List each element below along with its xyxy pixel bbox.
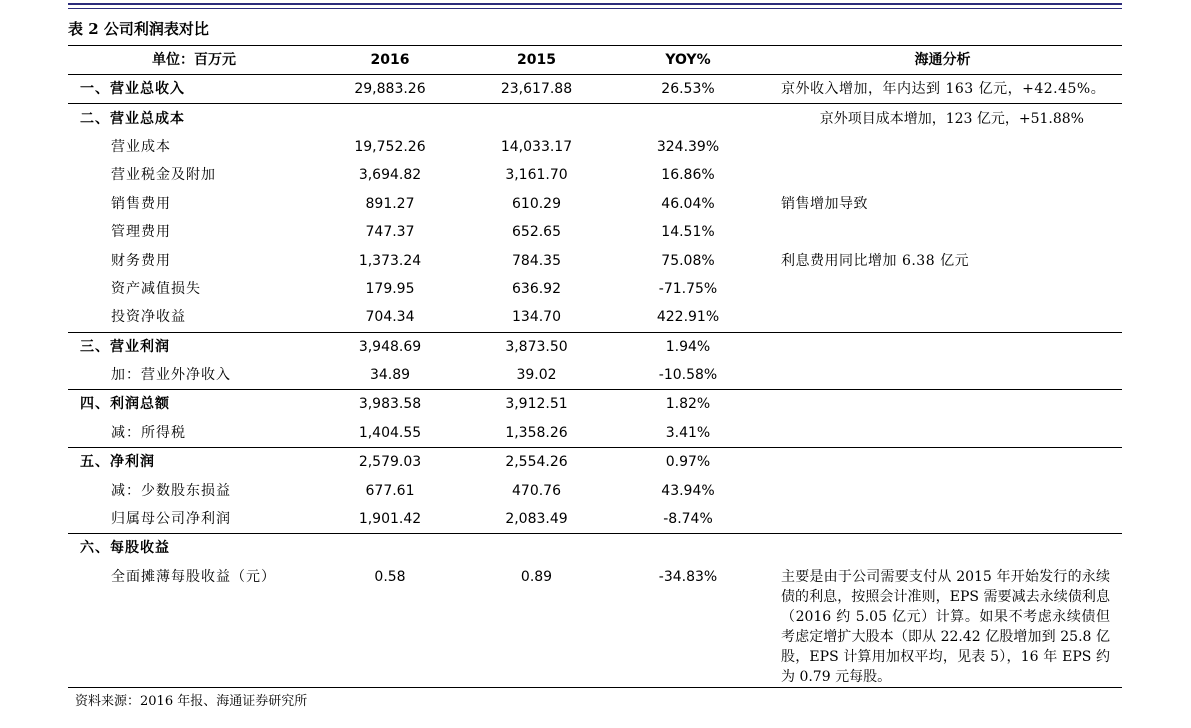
- row-label: 六、每股收益: [68, 534, 320, 563]
- analysis-note: [763, 133, 1122, 161]
- value-2015: 3,161.70: [505, 167, 568, 184]
- row-label: 加：营业外净收入: [111, 367, 231, 384]
- value-2016: 29,883.26: [320, 75, 460, 104]
- value-2015: 1,358.26: [505, 424, 568, 441]
- value-2016: 2,579.03: [320, 448, 460, 477]
- value-yoy: -71.75%: [658, 280, 718, 297]
- row-label: 营业成本: [111, 138, 171, 155]
- row-label: 管理费用: [111, 224, 171, 241]
- table-row: [68, 218, 1122, 246]
- analysis-note: 京外收入增加，年内达到 163 亿元，+42.45%。: [763, 75, 1122, 104]
- value-2015: [460, 104, 613, 133]
- value-2016: 0.58: [320, 563, 460, 688]
- table-body: [68, 75, 1122, 688]
- table-row: [68, 505, 1122, 534]
- analysis-note: [763, 419, 1122, 448]
- value-yoy: 3.41%: [665, 424, 711, 441]
- table-row: [68, 104, 1122, 133]
- value-yoy: 1.94%: [613, 332, 763, 361]
- analysis-note: 主要是由于公司需要支付从 2015 年开始发行的永续债的利息，按照会计准则，EPS 需要减去永续债利息（2016 约 5.05 亿元）计算。如果不考虑永续债但考虑定增扩大股本（即从 22.42 亿股增加到 25.8 亿股，EPS 计算用加权平均，见表 5），16 年 EPS 约为 0.79 元每股。: [763, 563, 1122, 688]
- analysis-note: [763, 361, 1122, 390]
- value-2016: 34.89: [369, 367, 411, 384]
- value-2016: 3,694.82: [358, 167, 422, 184]
- table-row: [68, 563, 1122, 688]
- value-2016: [320, 534, 460, 563]
- value-yoy: -8.74%: [663, 511, 713, 528]
- table-row: [68, 361, 1122, 390]
- row-label: 减：少数股东损益: [111, 482, 231, 499]
- row-label: 一、营业总收入: [68, 75, 320, 104]
- value-yoy: 43.94%: [661, 482, 715, 499]
- table-row: [68, 303, 1122, 332]
- table-row: [68, 190, 1122, 218]
- value-2015: 470.76: [512, 482, 561, 499]
- row-label: 资产减值损失: [111, 280, 201, 297]
- value-yoy: 26.53%: [613, 75, 763, 104]
- value-2016: 1,901.42: [358, 511, 422, 528]
- header-yoy: YOY%: [665, 52, 711, 68]
- analysis-note: 销售增加导致: [781, 195, 868, 212]
- value-2016: 677.61: [365, 482, 415, 499]
- table-header-row: [68, 46, 1122, 75]
- value-yoy: 75.08%: [661, 252, 715, 269]
- row-label: 销售费用: [111, 195, 171, 212]
- value-yoy: 14.51%: [661, 224, 715, 241]
- value-yoy: 16.86%: [661, 167, 715, 184]
- value-2015: 2,554.26: [460, 448, 613, 477]
- table-caption: 表 2 公司利润表对比: [68, 20, 209, 38]
- analysis-note: [763, 448, 1122, 477]
- analysis-note: 京外项目成本增加，123 亿元，+51.88%: [763, 104, 1122, 133]
- value-2015: 636.92: [512, 280, 561, 297]
- header-2015: 2015: [517, 52, 556, 68]
- value-2015: 14,033.17: [500, 138, 573, 155]
- analysis-note: [763, 390, 1122, 419]
- value-yoy: 0.97%: [613, 448, 763, 477]
- row-label: 营业税金及附加: [111, 167, 216, 184]
- analysis-note: [763, 505, 1122, 534]
- analysis-note: [763, 534, 1122, 563]
- row-label: 三、营业利润: [68, 332, 320, 361]
- value-2015: 39.02: [516, 367, 557, 384]
- value-2016: 3,948.69: [320, 332, 460, 361]
- value-yoy: 324.39%: [656, 138, 720, 155]
- top-rule: [68, 3, 1122, 5]
- value-2016: 179.95: [365, 280, 415, 297]
- row-label: 减：所得税: [111, 424, 186, 441]
- row-label: 财务费用: [111, 252, 171, 269]
- value-2016: 1,404.55: [358, 424, 422, 441]
- value-yoy: 422.91%: [656, 309, 720, 326]
- header-2016: 2016: [370, 52, 410, 68]
- value-2015: 134.70: [512, 309, 561, 326]
- value-yoy: [613, 534, 763, 563]
- table-row: [68, 534, 1122, 563]
- value-2015: 3,912.51: [460, 390, 613, 419]
- value-2015: 23,617.88: [460, 75, 613, 104]
- top-rule-thin: [68, 8, 1122, 9]
- value-yoy: [613, 104, 763, 133]
- row-label: 四、利润总额: [68, 390, 320, 419]
- analysis-note: [763, 218, 1122, 246]
- table-row: [68, 448, 1122, 477]
- table-row: [68, 275, 1122, 303]
- value-2015: 2,083.49: [505, 511, 568, 528]
- table-row: [68, 161, 1122, 189]
- value-2015: 3,873.50: [460, 332, 613, 361]
- analysis-note: 利息费用同比增加 6.38 亿元: [781, 252, 970, 269]
- value-2015: 652.65: [512, 224, 561, 241]
- table-row: [68, 390, 1122, 419]
- value-2015: 784.35: [512, 252, 561, 269]
- value-yoy: -34.83%: [613, 563, 763, 688]
- income-statement-table: [68, 45, 1122, 688]
- value-yoy: 1.82%: [613, 390, 763, 419]
- table-row: [68, 133, 1122, 161]
- header-analysis: 海通分析: [914, 52, 971, 68]
- analysis-note: [763, 332, 1122, 361]
- value-2016: [320, 104, 460, 133]
- value-2015: 610.29: [512, 195, 561, 212]
- value-2016: 891.27: [365, 195, 415, 212]
- table-row: [68, 419, 1122, 448]
- value-yoy: 46.04%: [661, 195, 715, 212]
- table-row: [68, 476, 1122, 504]
- analysis-note: [763, 161, 1122, 189]
- value-2015: [460, 534, 613, 563]
- source-note: 资料来源：2016 年报、海通证券研究所: [75, 694, 308, 709]
- row-label: 五、净利润: [68, 448, 320, 477]
- value-2016: 1,373.24: [358, 252, 422, 269]
- analysis-note: [763, 303, 1122, 332]
- analysis-note: [763, 275, 1122, 303]
- header-unit: 单位：百万元: [152, 52, 236, 68]
- analysis-note: [763, 476, 1122, 504]
- value-yoy: -10.58%: [658, 367, 718, 384]
- table-row: [68, 332, 1122, 361]
- row-label: 投资净收益: [111, 309, 186, 326]
- row-label: 二、营业总成本: [68, 104, 320, 133]
- value-2015: 0.89: [460, 563, 613, 688]
- value-2016: 704.34: [365, 309, 415, 326]
- table-row: [68, 246, 1122, 274]
- row-label: 归属母公司净利润: [111, 511, 231, 528]
- value-2016: 19,752.26: [354, 138, 426, 155]
- value-2016: 747.37: [365, 224, 415, 241]
- row-label: 全面摊薄每股收益（元）: [68, 563, 320, 688]
- table-row: [68, 75, 1122, 104]
- value-2016: 3,983.58: [320, 390, 460, 419]
